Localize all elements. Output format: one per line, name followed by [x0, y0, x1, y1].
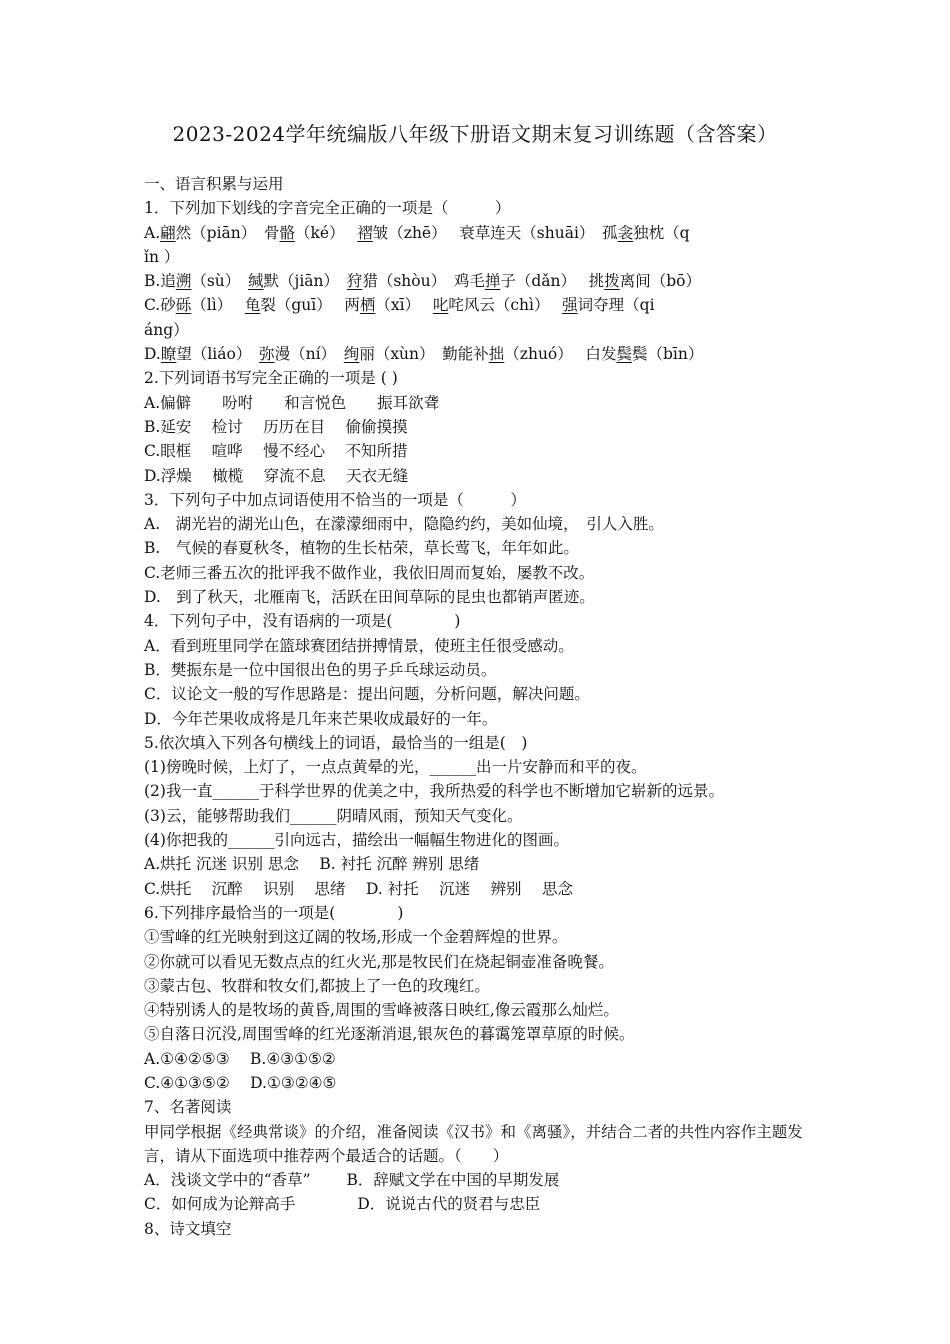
- question-4-option-a: A．看到班里同学在篮球赛团结拼搏情景，使班主任很受感动。: [144, 636, 574, 655]
- question-3-option-c: C.老师三番五次的批评我不做作业，我依旧周而复始，屡教不改。: [144, 563, 595, 582]
- question-3-stem: 3．下列句子中加点词语使用不恰当的一项是（ ）: [144, 490, 526, 509]
- question-6-sentence-4: ④特别诱人的是牧场的黄昏,周围的雪峰被落日映红,像云霞那么灿烂。: [144, 1001, 619, 1020]
- document-title: 2023-2024学年统编版八年级下册语文期末复习训练题（含答案）: [172, 122, 778, 146]
- question-4-stem: 4．下列句子中，没有语病的一项是( ): [144, 612, 461, 631]
- question-6-options-ab: A.①④②⑤③ B.④③①⑤②: [144, 1049, 336, 1068]
- question-4-option-b: B．樊振东是一位中国很出色的男子乒乓球运动员。: [144, 660, 497, 679]
- question-3-option-b: B. 气候的春夏秋冬，植物的生长枯荣，草长莺飞，年年如此。: [144, 539, 579, 558]
- question-1-option-d: D.瞭望（liáo） 弥漫（ní） 绚丽（xùn） 勤能补拙（zhuó） 白发鬓鬓（bīn）: [144, 345, 704, 364]
- section-heading: 一、语言积累与运用: [144, 175, 284, 193]
- question-5-options-ab: A.烘托 沉迷 识别 思念 B. 衬托 沉醉 辨别 思绪: [144, 855, 480, 874]
- question-7-body: 甲同学根据《经典常谈》的介绍，准备阅读《汉书》和《离骚》，并结合二者的共性内容作主题发言，请从下面选项中推荐两个最适合的话题。（ ）: [144, 1122, 803, 1165]
- question-8-heading: 8、诗文填空: [144, 1219, 232, 1238]
- question-5-sentence-4: (4)你把我的______引向远古，描绘出一幅幅生物进化的图画。: [144, 831, 569, 850]
- question-1-option-a: A.翩然（piān） 骨骼（ké） 褶皱（zhē） 衰草连天（shuāi） 孤衾独枕（q: [144, 223, 690, 242]
- question-5-sentence-2: (2)我一直______于科学世界的优美之中，我所热爱的科学也不断增加它崭新的远景。: [144, 782, 724, 801]
- question-6-sentence-2: ②你就可以看见无数点点的红火光,那是牧民们在烧起铜壶准备晚餐。: [144, 952, 614, 971]
- question-6-sentence-3: ③蒙古包、牧群和牧女们,都披上了一色的玫瑰红。: [144, 976, 490, 995]
- question-7-options-cd: C．如何成为论辩高手 D．说说古代的贤君与忠臣: [144, 1195, 541, 1214]
- question-2-option-d: D.浮燥 橄榄 穿流不息 天衣无缝: [144, 466, 409, 485]
- question-6-sentence-5: ⑤自落日沉没,周围雪峰的红光逐渐消退,银灰色的暮霭笼罩草原的时候。: [144, 1025, 635, 1044]
- question-4-option-c: C．议论文一般的写作思路是：提出问题，分析问题，解决问题。: [144, 685, 590, 704]
- question-1-stem: 1．下列加下划线的字音完全正确的一项是（ ）: [144, 199, 511, 218]
- document-body: [144, 172, 810, 1241]
- question-6-sentence-1: ①雪峰的红光映射到这辽阔的牧场,形成一个金碧辉煌的世界。: [144, 928, 568, 947]
- question-1-option-c-cont: áng）: [144, 320, 189, 339]
- question-5-stem: 5.依次填入下列各句横线上的词语，最恰当的一组是( ): [144, 733, 528, 752]
- question-4-option-d: D．今年芒果收成将是几年来芒果收成最好的一年。: [144, 709, 498, 728]
- question-3-option-a: A. 湖光岩的湖光山色，在濛濛细雨中，隐隐约约，美如仙境， 引人入胜。: [144, 515, 664, 534]
- question-7-heading: 7、名著阅读: [144, 1098, 232, 1117]
- question-2-option-b: B.延安 检讨 历历在目 偷偷摸摸: [144, 417, 408, 436]
- question-2-option-c: C.眼框 喧哗 慢不经心 不知所措: [144, 442, 408, 461]
- question-1-option-a-cont: ǐn ）: [144, 247, 180, 266]
- question-1-option-c: C.砂砾（lì） 龟裂（guī） 两栖（xī） 叱咤风云（chì） 强词夺理（qi: [144, 296, 655, 315]
- question-2-option-a: A.偏僻 吩咐 和言悦色 振耳欲聋: [144, 393, 440, 412]
- question-5-options-cd: C.烘托 沉醉 识别 思绪 D. 衬托 沉迷 辨别 思念: [144, 879, 573, 898]
- question-5-sentence-1: (1)傍晚时候，上灯了，一点点黄晕的光，______出一片安静而和平的夜。: [144, 758, 647, 777]
- question-6-options-cd: C.④①③⑤② D.①③②④⑤: [144, 1073, 337, 1092]
- question-7-options-ab: A．浅谈文学中的“香草” B．辞赋文学在中国的早期发展: [144, 1171, 560, 1190]
- question-6-stem: 6.下列排序最恰当的一项是( ): [144, 903, 404, 922]
- question-5-sentence-3: (3)云，能够帮助我们______阴晴风雨，预知天气变化。: [144, 806, 523, 825]
- question-3-option-d: D. 到了秋天，北雁南飞，活跃在田间草际的昆虫也都销声匿迹。: [144, 588, 595, 607]
- question-2-stem: 2.下列词语书写完全正确的一项是 ( ): [144, 369, 398, 388]
- question-1-option-b: B.追溯（sù） 缄默（jiān） 狩猎（shòu） 鸡毛掸子（dǎn） 挑拨离间（bō）: [144, 272, 701, 291]
